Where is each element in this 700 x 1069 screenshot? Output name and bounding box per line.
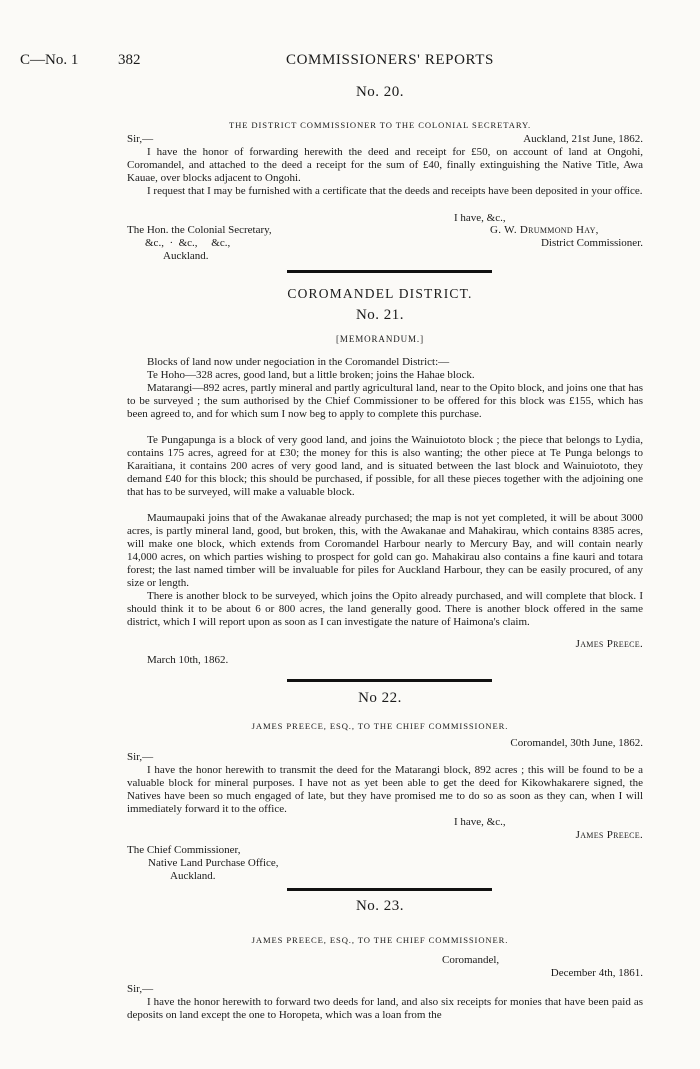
doc22-dateline: Coromandel, 30th June, 1862. [510, 737, 643, 749]
doc20-salutation: Sir,— [127, 133, 154, 145]
doc23-dateline-place: Coromandel, [442, 954, 500, 966]
doc23-number: No. 23. [355, 898, 405, 914]
doc20-number: No. 20. [355, 84, 405, 100]
memo-paragraph-5: Maumaupaki joins that of the Awakanae already purchased; the map is not yet completed, it will be about 3000 acres, is partly mineral land, good, but broken, this, with the Awakanae and Mahakirau, which contains 8385 acres, will make one block, which extends from Coromandel Harbour nearly to Mercury Bay, and will contain nearly 14,000 acres, on which parties wishing to prospect for gold can go. Mahakirau also contains a fine kauri and totara forest; the last named timber will be invaluable for piles for Auckland Harbour, they can be easily procured, of any size or length. [127, 512, 643, 589]
doc20-addressee-1: The Hon. the Colonial Secretary, [127, 224, 272, 236]
district-title: COROMANDEL DISTRICT. [287, 286, 473, 301]
series-label: C—No. 1 [20, 52, 79, 68]
memorandum-label: [MEMORANDUM.] [336, 334, 424, 344]
doc23-dateline-date: December 4th, 1861. [550, 967, 643, 979]
doc22-addressee-3: Auckland. [170, 870, 216, 882]
doc20-signature-title: District Commissioner. [540, 237, 643, 249]
doc22-salutation: Sir,— [127, 751, 154, 763]
page-number: 382 [118, 52, 141, 68]
doc20-heading: THE DISTRICT COMMISSIONER TO THE COLONIAL SECRETARY. [228, 120, 532, 130]
memo-paragraph-6: There is another block to be surveyed, which joins the Opito already purchased, and will complete that block. I should think it to be about 6 or 800 acres, the land generally good. There is another block offered in the same district, which I will report upon as soon as I can investigate the nature of Haimona's claim. [127, 590, 643, 628]
memo-paragraph-2: Te Hoho—328 acres, good land, but a little broken; joins the Hahae block. [147, 369, 475, 381]
doc22-addressee-1: The Chief Commissioner, [127, 844, 241, 856]
page-header [0, 54, 700, 74]
memo-paragraph-1: Blocks of land now under negociation in the Coromandel District:— [147, 356, 450, 368]
doc20-closing: I have, &c., [454, 212, 506, 224]
section-divider [287, 270, 492, 273]
doc20-addressee-2: &c., · &c., &c., [145, 237, 231, 249]
doc23-salutation: Sir,— [127, 983, 154, 995]
doc20-addressee-3: Auckland. [163, 250, 209, 262]
doc22-closing: I have, &c., [454, 816, 506, 828]
doc20-dateline: Auckland, 21st June, 1862. [523, 133, 643, 145]
doc20-paragraph-1: I have the honor of forwarding herewith the deed and receipt for £50, on account of land at Ongohi, Coromandel, and attached to the deed a receipt for the sum of £40, finally extinguishing the Native Title, Awa Kauae, over blocks adjacent to Ongohi. [127, 146, 643, 184]
doc22-addressee-2: Native Land Purchase Office, [148, 857, 279, 869]
memo-paragraph-3: Matarangi—892 acres, partly mineral and partly agricultural land, near to the Opito block, and joins one that has to be surveyed ; the sum authorised by the Chief Commissioner to be offered for this block was £155, which has been agreed to, and for which sum I now beg to apply to complete this purchase. [127, 382, 643, 420]
section-divider [287, 888, 492, 891]
doc22-signature: James Preece. [575, 829, 643, 841]
doc21-date: March 10th, 1862. [147, 654, 229, 666]
doc23-heading: JAMES PREECE, ESQ., TO THE CHIEF COMMISSIONER. [251, 935, 509, 945]
running-title: COMMISSIONERS' REPORTS [286, 52, 494, 68]
doc22-number: No 22. [358, 690, 402, 706]
doc21-number: No. 21. [355, 307, 405, 323]
doc22-heading: JAMES PREECE, ESQ., TO THE CHIEF COMMISSIONER. [251, 721, 509, 731]
doc20-paragraph-2: I request that I may be furnished with a certificate that the deeds and receipts have been deposited in your office. [147, 185, 643, 197]
doc22-paragraph: I have the honor herewith to transmit the deed for the Matarangi block, 892 acres ; this will be found to be a valuable block for mineral purposes. I have not as yet been able to get the deed for Kikowhakarere signed, the Natives have been so much engaged of late, but they have promised me to do so as soon as they can, when I will immediately forward it to the office. [127, 764, 643, 815]
doc23-paragraph: I have the honor herewith to forward two deeds for land, and also six receipts for monies that have been paid as deposits on land except the one to Horopeta, which was a loan from the [127, 996, 643, 1021]
doc21-signature: James Preece. [575, 638, 643, 650]
doc20-signature: G. W. Drummond Hay, [490, 224, 599, 236]
memo-paragraph-4: Te Pungapunga is a block of very good land, and joins the Wainuiototo block ; the piece that belongs to Lydia, contains 175 acres, agreed for at £30; the money for this is also wanting; the other piece at Te Punga belongs to Karaitiana, it contains 200 acres of very good land, and is situated between the last block and Wainuiototo, they demand £40 for this block; this should be purchased, if possible, for all these pieces together with the adjoining one that has to be surveyed, will make a valuable block. [127, 434, 643, 498]
section-divider [287, 679, 492, 682]
